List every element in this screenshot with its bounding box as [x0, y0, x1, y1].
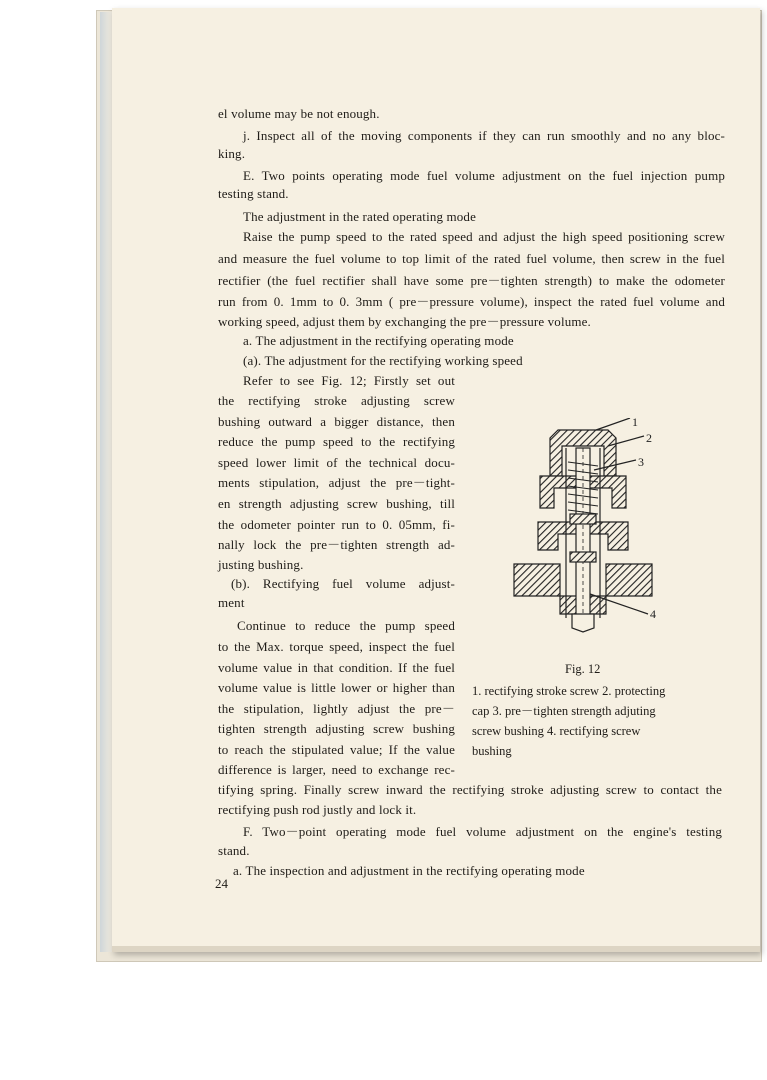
- text-line-2: j. Inspect all of the moving components if they can run smoothly and no any bloc-: [243, 128, 725, 143]
- figure-title: Fig. 12: [565, 662, 601, 676]
- text-line-17: reduce the pump speed to the rectifying: [218, 434, 455, 449]
- figure-caption-line-2: cap 3. pre－tighten strength adjuting: [472, 704, 656, 718]
- fig-12-drawing: [508, 418, 658, 638]
- text-line-28: volume value in that condition. If the fuel: [218, 660, 455, 675]
- text-line-26: Continue to reduce the pump speed: [237, 618, 455, 633]
- figure-caption-line-4: bushing: [472, 744, 512, 758]
- text-line-3: king.: [218, 146, 246, 161]
- text-line-12: a. The adjustment in the rectifying operating mode: [243, 333, 514, 348]
- text-line-15: the rectifying stroke adjusting screw: [218, 393, 455, 408]
- text-line-7: Raise the pump speed to the rated speed and adjust the high speed positioning screw: [243, 229, 725, 244]
- text-line-27: to the Max. torque speed, inspect the fuel: [218, 639, 455, 654]
- text-line-22: nally lock the pre－tighten strength ad-: [218, 537, 455, 552]
- text-line-8: and measure the fuel volume to top limit of the rated fuel volume, then screw in the fuel: [218, 251, 725, 266]
- text-line-11: working speed, adjust them by exchanging the pre－pressure volume.: [218, 314, 591, 329]
- text-line-35: rectifying push rod justly and lock it.: [218, 802, 417, 817]
- text-line-1: el volume may be not enough.: [218, 106, 380, 121]
- fig-callout-3: 3: [638, 455, 644, 469]
- figure-caption-line-1: 1. rectifying stroke screw 2. protecting: [472, 684, 666, 698]
- text-line-32: to reach the stipulated value; If the value: [218, 742, 455, 757]
- text-line-37: stand.: [218, 843, 250, 858]
- section-f-heading: F. Two－point operating mode fuel volume adjustment on the engine's testing: [243, 824, 722, 839]
- text-line-13: (a). The adjustment for the rectifying working speed: [243, 353, 523, 368]
- text-line-5: testing stand.: [218, 186, 289, 201]
- fig-callout-4: 4: [650, 607, 656, 621]
- text-line-18: speed lower limit of the technical docu-: [218, 455, 455, 470]
- text-line-29: volume value is little lower or higher than: [218, 680, 455, 695]
- text-line-34: tifying spring. Finally screw inward the rectifying stroke adjusting screw to contact the: [218, 782, 722, 797]
- text-line-38: a. The inspection and adjustment in the rectifying operating mode: [233, 863, 585, 878]
- text-line-16: bushing outward a bigger distance, then: [218, 414, 455, 429]
- text-line-25: ment: [218, 595, 245, 610]
- fig-callout-1: 1: [632, 418, 638, 429]
- text-line-24: (b). Rectifying fuel volume adjust-: [231, 576, 455, 591]
- text-line-14: Refer to see Fig. 12; Firstly set out: [243, 373, 455, 388]
- text-line-10: run from 0. 1mm to 0. 3mm ( pre－pressure volume), inspect the rated fuel volume and: [218, 294, 725, 309]
- text-line-6: The adjustment in the rated operating mode: [243, 209, 477, 224]
- text-line-33: difference is larger, need to exchange rec-: [218, 762, 455, 777]
- text-line-20: en strength adjusting screw bushing, till: [218, 496, 455, 511]
- text-line-9: rectifier (the fuel rectifier shall have some pre－tighten strength) to make the odometer: [218, 273, 725, 288]
- text-line-19: ments stipulation, adjust the pre－tight-: [218, 475, 455, 490]
- text-line-31: tighten strength adjusting screw bushing: [218, 721, 455, 736]
- figure-caption-line-3: screw bushing 4. rectifying screw: [472, 724, 641, 738]
- section-e-heading: E. Two points operating mode fuel volume adjustment on the fuel injection pump: [243, 168, 725, 183]
- fig-callout-2: 2: [646, 431, 652, 445]
- page-number: 24: [215, 876, 228, 891]
- text-line-21: the odometer pointer run to 0. 05mm, fi-: [218, 517, 455, 532]
- text-line-30: the stipulation, lightly adjust the pre－: [218, 701, 455, 716]
- text-line-23: justing bushing.: [218, 557, 304, 572]
